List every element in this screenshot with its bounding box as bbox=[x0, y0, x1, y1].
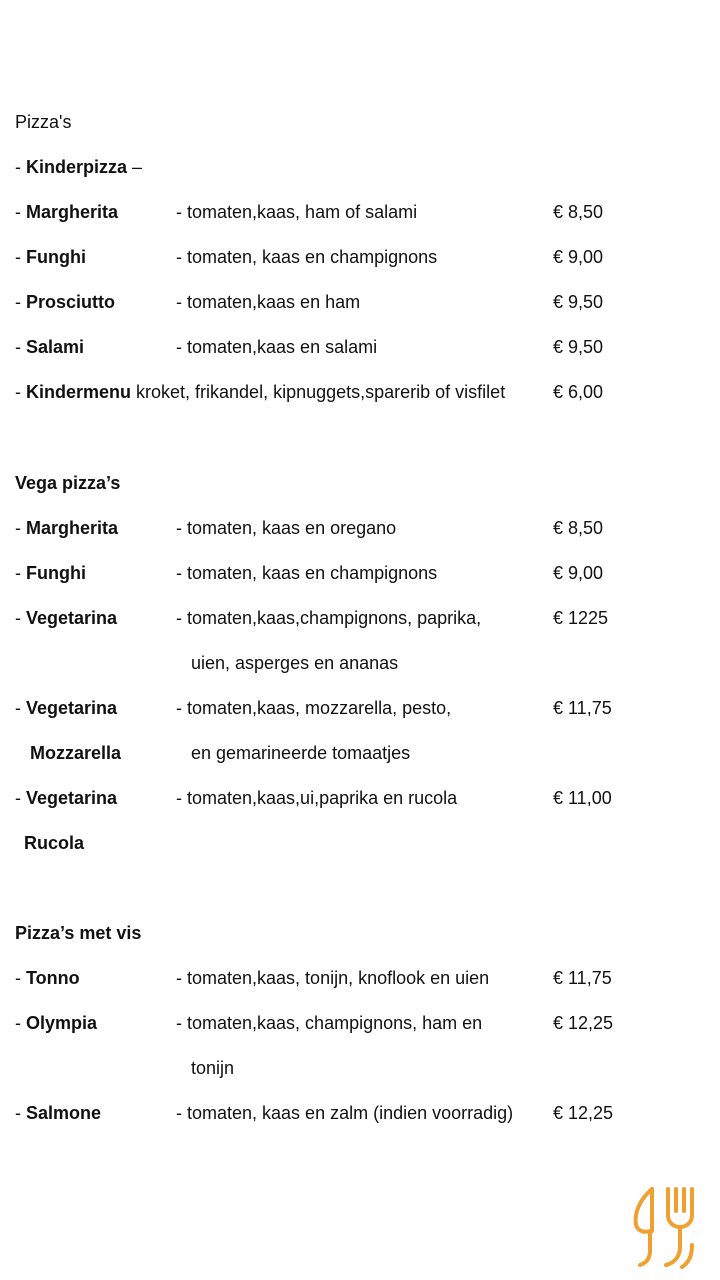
item-price: € 6,00 bbox=[553, 382, 604, 402]
menu-item-prosciutto: - Prosciutto bbox=[15, 292, 116, 312]
item-name: Kinderpizza bbox=[26, 157, 128, 177]
item-price: € 9,50 bbox=[553, 292, 604, 312]
item-description: kroket, frikandel, kipnuggets,sparerib of visfilet bbox=[131, 382, 506, 402]
section-title-vega: Vega pizza’s bbox=[15, 473, 121, 493]
item-description: - tomaten, kaas en zalm (indien voorradig) bbox=[176, 1103, 514, 1123]
item-name-cont: Mozzarella bbox=[30, 743, 122, 763]
item-price: € 8,50 bbox=[553, 518, 604, 538]
item-name: Tonno bbox=[26, 968, 80, 988]
item-description: - tomaten,kaas, mozzarella, pesto, bbox=[176, 698, 452, 718]
item-description: - tomaten,kaas,champignons, paprika, bbox=[176, 608, 482, 628]
item-price: € 8,50 bbox=[553, 202, 604, 222]
menu-item-margherita: - Margherita bbox=[15, 202, 119, 222]
menu-item-kinderpizza: - Kinderpizza – bbox=[15, 157, 143, 177]
item-description-cont: uien, asperges en ananas bbox=[191, 653, 399, 673]
item-description: - tomaten,kaas,ui,paprika en rucola bbox=[176, 788, 458, 808]
menu-item-vega-margherita: - Margherita bbox=[15, 518, 119, 538]
item-name: Funghi bbox=[26, 563, 86, 583]
item-price: € 9,50 bbox=[553, 337, 604, 357]
item-price: € 9,00 bbox=[553, 563, 604, 583]
menu-item-vega-funghi: - Funghi bbox=[15, 563, 86, 583]
menu-item-tonno: - Tonno bbox=[15, 968, 80, 988]
section-title-pizzas: Pizza's bbox=[15, 112, 72, 132]
item-description-cont: en gemarineerde tomaatjes bbox=[191, 743, 411, 763]
menu-item-vegetarina: - Vegetarina bbox=[15, 608, 118, 628]
menu-item-salami: - Salami bbox=[15, 337, 85, 357]
item-price: € 12,25 bbox=[553, 1013, 614, 1033]
item-description: - tomaten, kaas en champignons bbox=[176, 563, 438, 583]
menu-item-kindermenu: - Kindermenu kroket, frikandel, kipnuggets,sparerib of visfilet bbox=[15, 382, 506, 402]
item-price: € 11,75 bbox=[553, 698, 612, 718]
menu-item-vegetarina-mozzarella: - Vegetarina bbox=[15, 698, 118, 718]
item-name: Prosciutto bbox=[26, 292, 116, 312]
section-title-vis: Pizza’s met vis bbox=[15, 923, 142, 943]
item-name: Olympia bbox=[26, 1013, 98, 1033]
item-price: € 9,00 bbox=[553, 247, 604, 267]
fork-knife-icon bbox=[630, 1185, 702, 1269]
menu-item-olympia: - Olympia bbox=[15, 1013, 98, 1033]
item-name: Salami bbox=[26, 337, 85, 357]
item-name: Vegetarina bbox=[26, 698, 118, 718]
item-name: Margherita bbox=[26, 202, 119, 222]
item-name-cont: Rucola bbox=[24, 833, 85, 853]
item-name: Salmone bbox=[26, 1103, 102, 1123]
item-name: Kindermenu bbox=[26, 382, 132, 402]
item-name: Margherita bbox=[26, 518, 119, 538]
item-price: € 1225 bbox=[553, 608, 609, 628]
item-description: - tomaten, kaas en champignons bbox=[176, 247, 438, 267]
menu-item-salmone: - Salmone bbox=[15, 1103, 102, 1123]
item-description: - tomaten,kaas, tonijn, knoflook en uien bbox=[176, 968, 490, 988]
menu-item-vegetarina-rucola: - Vegetarina bbox=[15, 788, 118, 808]
item-description: - tomaten,kaas en ham bbox=[176, 292, 361, 312]
item-price: € 11,00 bbox=[553, 788, 612, 808]
item-description: - tomaten,kaas en salami bbox=[176, 337, 378, 357]
item-name: Vegetarina bbox=[26, 608, 118, 628]
item-price: € 12,25 bbox=[553, 1103, 614, 1123]
item-description: - tomaten,kaas, champignons, ham en bbox=[176, 1013, 483, 1033]
item-price: € 11,75 bbox=[553, 968, 612, 988]
item-name: Vegetarina bbox=[26, 788, 118, 808]
item-name: Funghi bbox=[26, 247, 86, 267]
menu-item-funghi: - Funghi bbox=[15, 247, 86, 267]
item-description: - tomaten, kaas en oregano bbox=[176, 518, 397, 538]
item-description: - tomaten,kaas, ham of salami bbox=[176, 202, 418, 222]
item-description-cont: tonijn bbox=[191, 1058, 235, 1078]
